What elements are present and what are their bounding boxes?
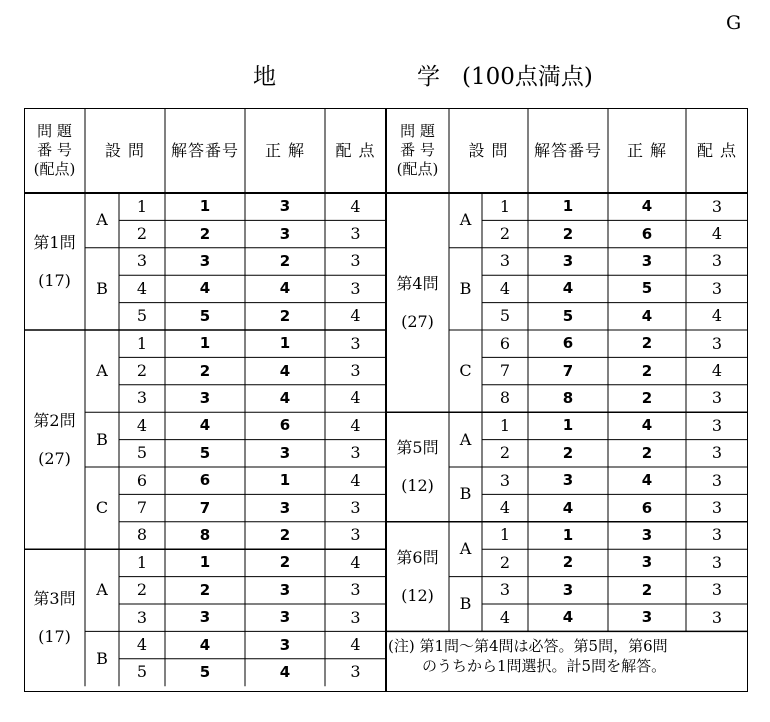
correct-answer: 2	[279, 306, 291, 325]
question-points: (17)	[38, 626, 71, 646]
note-line-2: のうちから1問選択。計5問を解答。	[422, 657, 667, 675]
answer-number: 1	[199, 197, 211, 216]
correct-answer: 2	[641, 580, 653, 599]
setsumon-number: 1	[136, 333, 148, 353]
points-value: 4	[350, 388, 361, 408]
correct-answer: 6	[641, 498, 653, 517]
left-header-seikai: 正 解	[264, 140, 306, 160]
selection-note	[388, 636, 746, 676]
group-label: B	[459, 593, 472, 613]
points-value: 3	[711, 388, 723, 408]
answer-number: 1	[562, 416, 574, 435]
setsumon-number: 2	[499, 443, 511, 463]
group-label: A	[459, 210, 472, 230]
points-value: 3	[350, 662, 361, 682]
setsumon-number: 2	[136, 224, 148, 244]
group-label: B	[96, 278, 108, 298]
answer-number: 7	[199, 498, 211, 517]
right-header-kaitou-bango: 解答番号	[533, 140, 602, 160]
answer-number: 1	[199, 334, 211, 353]
question-points: (27)	[38, 448, 71, 468]
correct-answer: 3	[279, 608, 291, 627]
points-value: 3	[350, 333, 361, 353]
page-corner-mark: G	[726, 12, 742, 34]
points-value: 3	[711, 333, 723, 353]
points-value: 3	[350, 361, 361, 381]
setsumon-number: 4	[136, 278, 148, 298]
right-header-seikai: 正 解	[626, 140, 668, 160]
points-value: 3	[350, 580, 361, 600]
correct-answer: 4	[641, 197, 653, 216]
question-name: 第4問	[396, 273, 439, 293]
correct-answer: 4	[279, 388, 291, 407]
group-label: A	[459, 429, 472, 449]
points-value: 4	[711, 224, 723, 244]
answer-number: 4	[199, 279, 211, 298]
setsumon-number: 3	[136, 388, 148, 408]
correct-answer: 2	[641, 334, 653, 353]
header-mondai-line: 番 号	[37, 141, 72, 159]
question-name: 第3問	[33, 588, 76, 608]
setsumon-number: 3	[499, 580, 511, 600]
group-label: B	[96, 429, 108, 449]
question-name: 第1問	[33, 232, 76, 252]
points-value: 4	[711, 306, 723, 326]
answer-number: 4	[562, 279, 574, 298]
points-value: 4	[350, 470, 361, 490]
setsumon-number: 3	[499, 470, 511, 490]
title-points: (100点満点)	[462, 64, 593, 90]
left-header-setsumon: 設 問	[104, 140, 146, 160]
group-label: B	[459, 278, 472, 298]
answer-number: 1	[562, 197, 574, 216]
correct-answer: 4	[641, 471, 653, 490]
setsumon-number: 3	[499, 251, 511, 271]
question-number-cell	[24, 330, 85, 549]
group-label: A	[96, 210, 108, 230]
points-value: 4	[350, 415, 361, 435]
setsumon-number: 7	[499, 361, 511, 381]
setsumon-number: 4	[499, 498, 511, 518]
points-value: 3	[350, 224, 361, 244]
setsumon-number: 6	[499, 333, 511, 353]
answer-number: 6	[562, 334, 574, 353]
points-value: 3	[350, 525, 361, 545]
answer-number: 5	[199, 443, 211, 462]
left-header-kaitou-bango: 解答番号	[170, 140, 239, 160]
points-value: 3	[711, 278, 723, 298]
points-value: 3	[711, 251, 723, 271]
points-value: 4	[350, 552, 361, 572]
correct-answer: 6	[279, 416, 291, 435]
points-value: 4	[711, 361, 723, 381]
question-points: (17)	[38, 270, 71, 290]
setsumon-number: 6	[136, 470, 148, 490]
correct-answer: 3	[279, 635, 291, 654]
group-label: C	[459, 361, 472, 381]
group-label: C	[95, 498, 109, 518]
setsumon-number: 1	[136, 196, 148, 216]
correct-answer: 3	[279, 580, 291, 599]
answer-number: 4	[199, 635, 211, 654]
setsumon-number: 8	[499, 388, 511, 408]
correct-answer: 2	[641, 361, 653, 380]
answer-number: 5	[562, 306, 574, 325]
correct-answer: 4	[641, 416, 653, 435]
answer-number: 3	[562, 251, 574, 270]
answer-number: 3	[562, 471, 574, 490]
correct-answer: 1	[279, 471, 291, 490]
answer-number: 8	[562, 388, 574, 407]
question-name: 第6問	[396, 547, 439, 567]
right-header-mondai-bango	[386, 108, 449, 193]
correct-answer: 2	[641, 443, 653, 462]
points-value: 3	[711, 552, 723, 572]
answer-number: 2	[199, 224, 211, 243]
header-mondai-line: (配点)	[33, 160, 76, 178]
group-label: B	[459, 484, 472, 504]
setsumon-number: 1	[499, 415, 511, 435]
points-value: 3	[711, 580, 723, 600]
setsumon-number: 4	[136, 635, 148, 655]
question-name: 第2問	[33, 410, 76, 430]
correct-answer: 1	[279, 334, 291, 353]
setsumon-number: 8	[136, 525, 148, 545]
correct-answer: 4	[279, 662, 291, 681]
points-value: 4	[350, 306, 361, 326]
setsumon-number: 2	[499, 224, 511, 244]
points-value: 3	[711, 607, 723, 627]
points-value: 3	[711, 470, 723, 490]
question-number-cell	[386, 193, 449, 412]
answer-number: 8	[199, 525, 211, 544]
points-value: 3	[350, 278, 361, 298]
points-value: 3	[711, 415, 723, 435]
left-header-mondai-bango	[24, 108, 85, 193]
answer-number: 5	[199, 306, 211, 325]
title-subject-2: 学	[417, 64, 440, 90]
answer-number: 5	[199, 662, 211, 681]
points-value: 3	[350, 251, 361, 271]
group-label: A	[459, 539, 472, 559]
correct-answer: 2	[279, 251, 291, 270]
setsumon-number: 2	[136, 580, 148, 600]
setsumon-number: 7	[136, 498, 148, 518]
group-label: A	[96, 580, 108, 600]
right-header-haiten: 配 点	[696, 140, 738, 160]
answer-number: 3	[562, 580, 574, 599]
points-value: 3	[711, 525, 723, 545]
right-header-setsumon: 設 問	[468, 140, 509, 160]
correct-answer: 4	[641, 306, 653, 325]
setsumon-number: 4	[136, 415, 148, 435]
setsumon-number: 2	[499, 552, 511, 572]
correct-answer: 3	[641, 525, 653, 544]
answer-number: 2	[199, 361, 211, 380]
group-label: A	[96, 361, 108, 381]
correct-answer: 3	[279, 197, 291, 216]
setsumon-number: 3	[136, 607, 148, 627]
answer-number: 1	[199, 553, 211, 572]
question-number-cell	[386, 522, 449, 632]
points-value: 3	[350, 498, 361, 518]
correct-answer: 3	[641, 553, 653, 572]
correct-answer: 3	[641, 608, 653, 627]
correct-answer: 2	[279, 525, 291, 544]
group-label: B	[96, 648, 108, 668]
points-value: 3	[711, 196, 723, 216]
answer-number: 2	[562, 553, 574, 572]
correct-answer: 3	[279, 498, 291, 517]
answer-number: 2	[562, 443, 574, 462]
setsumon-number: 4	[499, 607, 511, 627]
answer-number: 2	[562, 224, 574, 243]
answer-number: 2	[199, 580, 211, 599]
setsumon-number: 5	[136, 306, 148, 326]
answer-number: 4	[562, 498, 574, 517]
setsumon-number: 3	[136, 251, 148, 271]
question-number-cell	[24, 549, 85, 686]
correct-answer: 6	[641, 224, 653, 243]
left-header-haiten: 配 点	[335, 140, 376, 160]
header-mondai-line: 問 題	[37, 122, 72, 140]
answer-number: 3	[199, 251, 211, 270]
answer-number: 6	[199, 471, 211, 490]
answer-number: 1	[562, 525, 574, 544]
answer-number: 3	[199, 388, 211, 407]
correct-answer: 4	[279, 361, 291, 380]
question-number-cell	[386, 412, 449, 522]
answer-number: 4	[562, 608, 574, 627]
points-value: 4	[350, 196, 361, 216]
question-points: (12)	[401, 475, 434, 495]
answer-table	[24, 108, 748, 692]
title-subject-1: 地	[253, 64, 276, 90]
answer-number: 3	[199, 608, 211, 627]
setsumon-number: 5	[136, 443, 148, 463]
correct-answer: 3	[641, 251, 653, 270]
correct-answer: 2	[641, 388, 653, 407]
points-value: 3	[711, 443, 723, 463]
setsumon-number: 5	[136, 662, 148, 682]
header-mondai-line: 番 号	[400, 141, 435, 159]
correct-answer: 2	[279, 553, 291, 572]
setsumon-number: 1	[499, 196, 511, 216]
note-line-1: (注) 第1問〜第4問は必答。第5問，第6問	[388, 637, 668, 655]
points-value: 3	[350, 443, 361, 463]
answer-number: 7	[562, 361, 574, 380]
correct-answer: 4	[279, 279, 291, 298]
correct-answer: 3	[279, 224, 291, 243]
question-points: (12)	[401, 585, 434, 605]
header-mondai-line: 問 題	[400, 122, 435, 140]
question-points: (27)	[401, 311, 434, 331]
setsumon-number: 2	[136, 361, 148, 381]
correct-answer: 5	[641, 279, 653, 298]
question-number-cell	[24, 193, 85, 330]
points-value: 4	[350, 635, 361, 655]
points-value: 3	[350, 607, 361, 627]
header-mondai-line: (配点)	[396, 160, 439, 178]
setsumon-number: 1	[136, 552, 148, 572]
setsumon-number: 5	[499, 306, 511, 326]
setsumon-number: 4	[499, 278, 511, 298]
answer-number: 4	[199, 416, 211, 435]
setsumon-number: 1	[499, 525, 511, 545]
question-name: 第5問	[396, 437, 439, 457]
correct-answer: 3	[279, 443, 291, 462]
points-value: 3	[711, 498, 723, 518]
